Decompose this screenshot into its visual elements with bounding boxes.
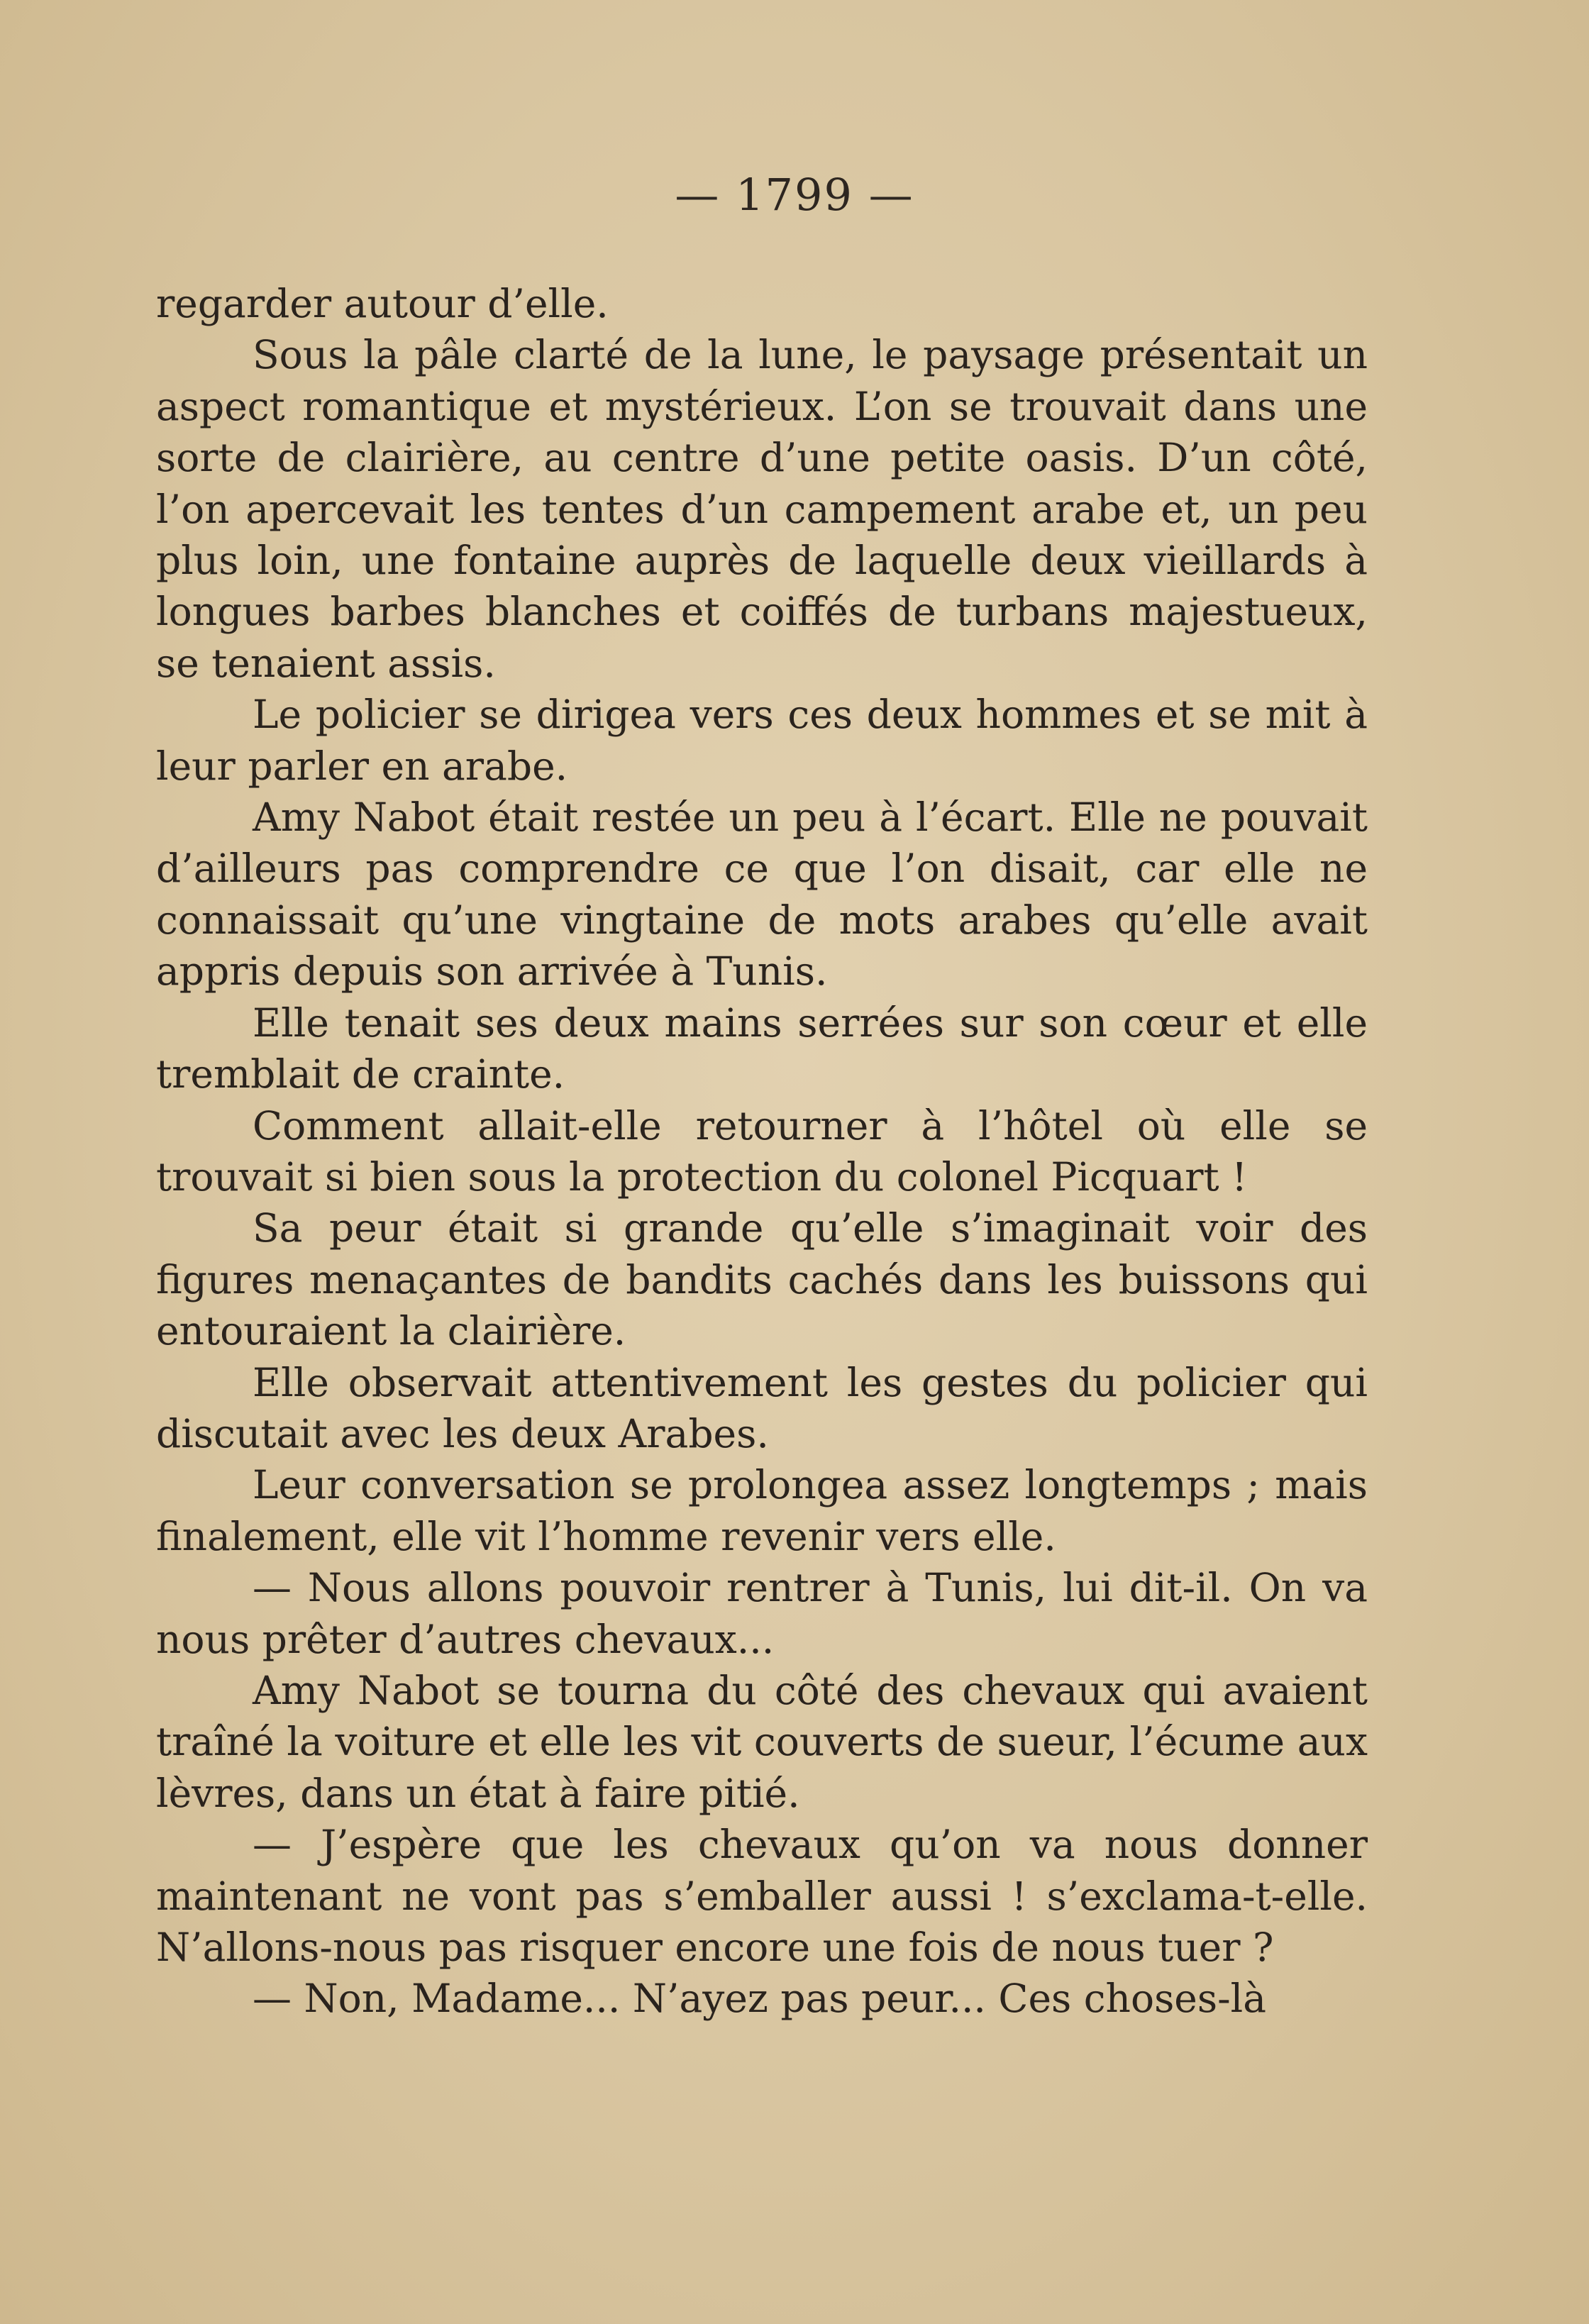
paragraph-9: Leur conversation se prolongea assez longtemps ; mais finalement, elle vit l’homme revenir vers elle. (156, 1462, 1368, 1559)
paragraph-2: Sous la pâle clarté de la lune, le paysage présentait un aspect romantique et mystérieux. L’on se trouvait dans une sorte de clairière, au centre d’une petite oasis. D’un côté, l’on apercevait les tentes d’un campement arabe et, un peu plus loin, une fontaine auprès de laquelle deux vieillards à longues barbes blanches et coiffés de turbans majestueux, se tenaient assis. (156, 332, 1368, 686)
paragraph-5: Elle tenait ses deux mains serrées sur son cœur et elle tremblait de crainte. (156, 1000, 1368, 1097)
paragraph-1: regarder autour d’elle. (156, 281, 609, 326)
paragraph-10: — Nous allons pouvoir rentrer à Tunis, lui dit-il. On va nous prêter d’autres chevaux... (156, 1565, 1368, 1662)
paragraph-3: Le policier se dirigea vers ces deux hommes et se mit à leur parler en arabe. (156, 692, 1368, 789)
paragraph-13: — Non, Madame... N’ayez pas peur... Ces choses-là (253, 1976, 1267, 2022)
paragraph-6: Comment allait-elle retourner à l’hôtel où elle se trouvait si bien sous la protection du colonel Picquart ! (156, 1102, 1368, 1200)
paragraph-12: — J’espère que les chevaux qu’on va nous donner maintenant ne vont pas s’emballer aussi ! s’exclama-t-elle. N’allons-nous pas risquer encore une fois de nous tuer ? (156, 1822, 1368, 1970)
page-number: — 1799 — (675, 169, 914, 221)
body-text (156, 278, 1368, 2025)
paragraph-8: Elle observait attentivement les gestes du policier qui discutait avec les deux Arabes. (156, 1359, 1368, 1456)
paragraph-11: Amy Nabot se tourna du côté des chevaux qui avaient traîné la voiture et elle les vit couverts de sueur, l’écume aux lèvres, dans un état à faire pitié. (156, 1667, 1368, 1816)
paragraph-4: Amy Nabot était restée un peu à l’écart. Elle ne pouvait d’ailleurs pas comprendre ce que l’on disait, car elle ne connaissait qu’une vingtaine de mots arabes qu’elle avait appris depuis son arrivée à Tunis. (156, 795, 1368, 995)
paragraph-7: Sa peur était si grande qu’elle s’imaginait voir des figures menaçantes de bandits cachés dans les buissons qui entouraient la clairière. (156, 1205, 1368, 1354)
